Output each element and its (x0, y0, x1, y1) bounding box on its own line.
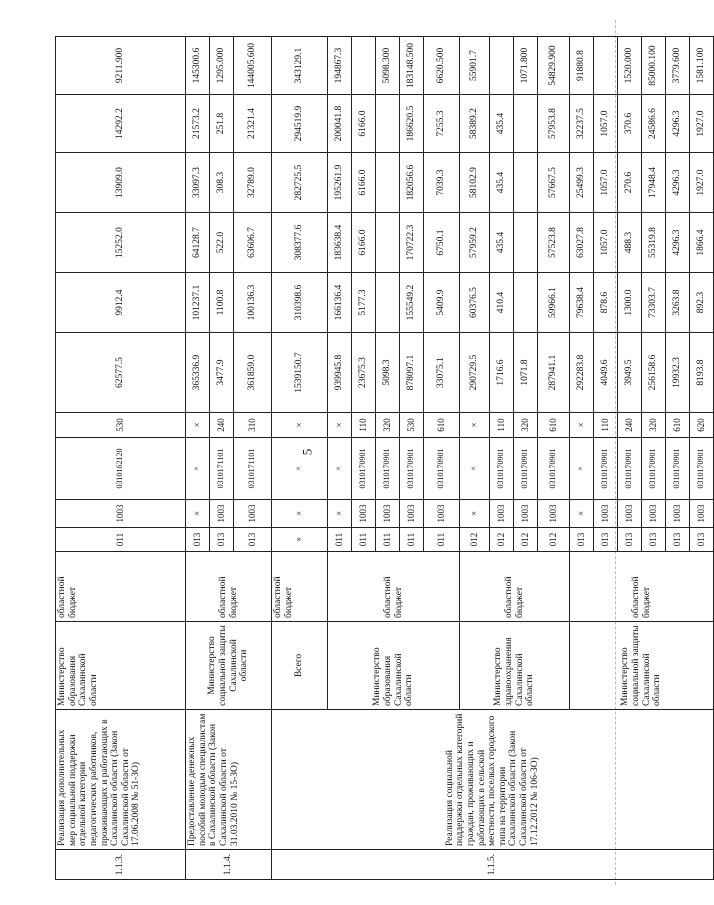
executor: Министерство образования Сахалинской области (328, 622, 460, 710)
value-year-5: 144005.600 (234, 37, 272, 95)
value-year-2: 63606.7 (234, 213, 272, 273)
table-body (56, 37, 714, 880)
value-year-4: 1927.0 (690, 95, 714, 153)
value-total: 33075.1 (424, 333, 460, 413)
value-total: 1071.8 (514, 333, 538, 413)
csr-code: 0310170901 (424, 438, 460, 500)
rzpr-code: 1003 (234, 500, 272, 528)
executor: Министерство социальной защиты Сахалинской области (570, 622, 714, 710)
value-year-1: 3263.8 (666, 273, 690, 333)
value-total: 1539150.7 (272, 333, 328, 413)
csr-code: × (570, 438, 594, 500)
grbs-code: 012 (514, 528, 538, 552)
grbs-code: 012 (460, 528, 490, 552)
table-row (186, 37, 210, 880)
page-number: 5 (299, 448, 315, 456)
value-year-1 (514, 273, 538, 333)
value-year-3: 195261.9 (328, 153, 352, 213)
funding-source: областной бюджет (272, 552, 328, 622)
value-year-1 (376, 273, 400, 333)
value-year-1: 310398.6 (272, 273, 328, 333)
value-year-2: 308377.6 (272, 213, 328, 273)
value-year-2: 57959.2 (460, 213, 490, 273)
value-year-1: 60376.5 (460, 273, 490, 333)
rzpr-code: 1003 (490, 500, 514, 528)
vr-code: 110 (352, 413, 376, 438)
grbs-code: 011 (424, 528, 460, 552)
measure-description: Реализация дополнительных мер социальной поддержки отдельной категории педагогических работников, проживающих и работающих в Сахалинской области (Закон Сахалинской области от 17.06.2008 № 51-ЗО) (56, 710, 186, 850)
value-year-4: 7255.3 (424, 95, 460, 153)
value-year-5: 85000.100 (642, 37, 666, 95)
value-year-5: 1071.800 (514, 37, 538, 95)
grbs-code: 013 (570, 528, 594, 552)
value-year-2: 488.3 (618, 213, 642, 273)
vr-code: 320 (514, 413, 538, 438)
vr-code: 530 (400, 413, 424, 438)
csr-code: 0310170901 (376, 438, 400, 500)
value-year-5: 1295.000 (210, 37, 234, 95)
value-year-4: 186620.5 (400, 95, 424, 153)
grbs-code: 013 (234, 528, 272, 552)
value-total: 878097.1 (400, 333, 424, 413)
rzpr-code: 1003 (514, 500, 538, 528)
value-year-5: 183148.500 (400, 37, 424, 95)
value-year-2: 63027.8 (570, 213, 594, 273)
value-total: 5098.3 (376, 333, 400, 413)
value-total: 365336.9 (186, 333, 210, 413)
executor: Министерство здравоохранения Сахалинской области (460, 622, 570, 710)
value-year-4: 21321.4 (234, 95, 272, 153)
grbs-code: 012 (490, 528, 514, 552)
grbs-code: 013 (618, 528, 642, 552)
csr-code: × (460, 438, 490, 500)
value-year-5: 9211.900 (56, 37, 186, 95)
grbs-code: 011 (328, 528, 352, 552)
table-row (272, 37, 328, 880)
value-year-4: 21573.2 (186, 95, 210, 153)
grbs-code: 013 (642, 528, 666, 552)
value-year-4: 1057.0 (594, 95, 618, 153)
value-year-4: 294519.9 (272, 95, 328, 153)
value-total: 3477.9 (210, 333, 234, 413)
value-total: 3949.5 (618, 333, 642, 413)
value-total: 287941.1 (538, 333, 570, 413)
measure-description: Предоставление денежных пособий молодым специалистам в Сахалинской области (Закон Сахалинской области от 31.03.2010 № 15-ЗО) (186, 710, 272, 850)
value-year-3: 17948.4 (642, 153, 666, 213)
value-year-1: 9912.4 (56, 273, 186, 333)
value-year-1: 101237.1 (186, 273, 210, 333)
vr-code: × (460, 413, 490, 438)
value-year-3: 270.6 (618, 153, 642, 213)
grbs-code: 013 (186, 528, 210, 552)
budget-table (55, 36, 714, 880)
value-year-1: 73303.7 (642, 273, 666, 333)
rzpr-code: 1003 (538, 500, 570, 528)
rzpr-code: 1003 (594, 500, 618, 528)
value-year-2: 170722.3 (400, 213, 424, 273)
table-row (56, 37, 186, 880)
value-year-5 (352, 37, 376, 95)
vr-code: 610 (424, 413, 460, 438)
value-year-5: 6620.500 (424, 37, 460, 95)
value-year-5: 194867.3 (328, 37, 352, 95)
value-year-1: 166136.4 (328, 273, 352, 333)
vr-code: 320 (376, 413, 400, 438)
value-year-3: 435.4 (490, 153, 514, 213)
value-year-4 (514, 95, 538, 153)
vr-code: 110 (594, 413, 618, 438)
executor: Всего (272, 622, 328, 710)
vr-code: 240 (618, 413, 642, 438)
value-year-4: 24586.6 (642, 95, 666, 153)
funding-source: областной бюджет (570, 552, 714, 622)
value-year-5: 5098.300 (376, 37, 400, 95)
value-total: 939945.8 (328, 333, 352, 413)
vr-code: 310 (234, 413, 272, 438)
csr-code: 0310170901 (690, 438, 714, 500)
value-year-5: 54829.900 (538, 37, 570, 95)
value-year-4: 14292.2 (56, 95, 186, 153)
value-year-3: 57667.5 (538, 153, 570, 213)
vr-code: × (328, 413, 352, 438)
rzpr-code: 1003 (666, 500, 690, 528)
rzpr-code: 1003 (56, 500, 186, 528)
value-year-4: 58389.2 (460, 95, 490, 153)
rzpr-code: 1003 (618, 500, 642, 528)
vr-code: 610 (538, 413, 570, 438)
value-year-4: 251.8 (210, 95, 234, 153)
csr-code: 0310170901 (400, 438, 424, 500)
value-total: 8193.8 (690, 333, 714, 413)
value-year-3: 7039.3 (424, 153, 460, 213)
value-year-5: 343129.1 (272, 37, 328, 95)
value-year-3: 13909.0 (56, 153, 186, 213)
value-year-2: 522.0 (210, 213, 234, 273)
grbs-code: 013 (666, 528, 690, 552)
csr-code: 0310170901 (538, 438, 570, 500)
value-total: 4049.6 (594, 333, 618, 413)
rzpr-code: 1003 (376, 500, 400, 528)
value-year-5 (490, 37, 514, 95)
value-year-2: 57523.8 (538, 213, 570, 273)
grbs-code: × (272, 528, 328, 552)
value-year-3: 4296.3 (666, 153, 690, 213)
value-year-4: 57953.8 (538, 95, 570, 153)
value-year-2 (514, 213, 538, 273)
vr-code: × (272, 413, 328, 438)
value-year-3 (376, 153, 400, 213)
vr-code: × (570, 413, 594, 438)
value-year-4: 370.6 (618, 95, 642, 153)
value-year-1: 5409.9 (424, 273, 460, 333)
value-year-4: 32237.5 (570, 95, 594, 153)
value-year-3: 58102.9 (460, 153, 490, 213)
vr-code: 610 (666, 413, 690, 438)
grbs-code: 011 (352, 528, 376, 552)
value-year-2: 15252.0 (56, 213, 186, 273)
grbs-code: 011 (376, 528, 400, 552)
value-year-2: 55319.8 (642, 213, 666, 273)
value-year-4: 6166.0 (352, 95, 376, 153)
vr-code: 110 (490, 413, 514, 438)
value-year-3: 182056.6 (400, 153, 424, 213)
funding-source: областной бюджет (328, 552, 460, 622)
value-year-2: 435.4 (490, 213, 514, 273)
value-total: 1716.6 (490, 333, 514, 413)
rzpr-code: 1003 (400, 500, 424, 528)
value-year-5 (594, 37, 618, 95)
row-number: 1.1.4. (186, 850, 272, 880)
value-total: 361859.0 (234, 333, 272, 413)
funding-source: областной бюджет (460, 552, 570, 622)
value-year-4: 4296.3 (666, 95, 690, 153)
grbs-code: 013 (594, 528, 618, 552)
value-year-5: 55901.7 (460, 37, 490, 95)
rzpr-code: × (272, 500, 328, 528)
csr-code: 0310170901 (490, 438, 514, 500)
value-year-1: 410.4 (490, 273, 514, 333)
value-year-2: 183638.4 (328, 213, 352, 273)
value-total: 62577.5 (56, 333, 186, 413)
executor: Министерство образования Сахалинской области (56, 622, 186, 710)
csr-code: 0310170901 (514, 438, 538, 500)
value-year-2 (376, 213, 400, 273)
measure-description: Реализация социальной поддержки отдельных категорий граждан, проживающих и работающих в сельской местности, поселках городского типа на территории Сахалинской области (Закон Сахалинской области от 17.12.2012 № 106-ЗО) (272, 710, 714, 850)
vr-code: 530 (56, 413, 186, 438)
value-year-2: 1866.4 (690, 213, 714, 273)
csr-code: 0310170901 (594, 438, 618, 500)
value-year-3: 6166.0 (352, 153, 376, 213)
csr-code: 0310171101 (234, 438, 272, 500)
value-year-1: 1100.8 (210, 273, 234, 333)
value-year-1: 79638.4 (570, 273, 594, 333)
value-total: 256158.6 (642, 333, 666, 413)
value-year-5: 1520.000 (618, 37, 642, 95)
value-year-3: 1057.0 (594, 153, 618, 213)
rzpr-code: 1003 (210, 500, 234, 528)
csr-code: × (186, 438, 210, 500)
value-year-5: 91880.8 (570, 37, 594, 95)
vr-code: 620 (690, 413, 714, 438)
csr-code: 0310170901 (618, 438, 642, 500)
value-year-1: 892.3 (690, 273, 714, 333)
grbs-code: 011 (56, 528, 186, 552)
row-number: 1.1.3. (56, 850, 186, 880)
value-total: 23675.3 (352, 333, 376, 413)
executor: Министерство социальной защиты Сахалинской области (186, 622, 272, 710)
value-year-1: 1300.0 (618, 273, 642, 333)
value-year-4: 435.4 (490, 95, 514, 153)
value-total: 292283.8 (570, 333, 594, 413)
csr-code: 0310170901 (642, 438, 666, 500)
value-year-2: 6750.1 (424, 213, 460, 273)
grbs-code: 013 (690, 528, 714, 552)
value-year-2: 1057.0 (594, 213, 618, 273)
value-year-1: 100136.3 (234, 273, 272, 333)
value-year-5: 3779.600 (666, 37, 690, 95)
value-year-3: 308.3 (210, 153, 234, 213)
rzpr-code: 1003 (690, 500, 714, 528)
value-year-5: 1581.100 (690, 37, 714, 95)
rzpr-code: 1003 (424, 500, 460, 528)
rzpr-code: × (328, 500, 352, 528)
csr-code: 0310170901 (666, 438, 690, 500)
rotated-table-container (55, 37, 707, 880)
csr-code: × (328, 438, 352, 500)
rzpr-code: × (460, 500, 490, 528)
value-year-2: 6166.0 (352, 213, 376, 273)
value-total: 290729.5 (460, 333, 490, 413)
value-year-3 (514, 153, 538, 213)
value-year-3: 1927.0 (690, 153, 714, 213)
value-year-4 (376, 95, 400, 153)
csr-code: 0310162120 (56, 438, 186, 500)
grbs-code: 011 (400, 528, 424, 552)
value-year-4: 200041.8 (328, 95, 352, 153)
row-number: 1.1.5. (272, 850, 714, 880)
vr-code: × (186, 413, 210, 438)
value-year-3: 32789.0 (234, 153, 272, 213)
value-year-3: 25499.3 (570, 153, 594, 213)
value-total: 19932.3 (666, 333, 690, 413)
vr-code: 240 (210, 413, 234, 438)
value-year-2: 64128.7 (186, 213, 210, 273)
value-year-1: 155549.2 (400, 273, 424, 333)
grbs-code: 012 (538, 528, 570, 552)
rzpr-code: 1003 (352, 500, 376, 528)
value-year-2: 4296.3 (666, 213, 690, 273)
rzpr-code: × (186, 500, 210, 528)
value-year-1: 5177.3 (352, 273, 376, 333)
funding-source: областной бюджет (56, 552, 186, 622)
grbs-code: 013 (210, 528, 234, 552)
value-year-5: 145300.6 (186, 37, 210, 95)
csr-code: 0310171101 (210, 438, 234, 500)
value-year-3: 282725.5 (272, 153, 328, 213)
rzpr-code: × (570, 500, 594, 528)
value-year-1: 878.6 (594, 273, 618, 333)
value-year-1: 59966.1 (538, 273, 570, 333)
rzpr-code: 1003 (642, 500, 666, 528)
funding-source: областной бюджет (186, 552, 272, 622)
vr-code: 320 (642, 413, 666, 438)
value-year-3: 33097.3 (186, 153, 210, 213)
csr-code: × (272, 438, 328, 500)
csr-code: 0310170901 (352, 438, 376, 500)
